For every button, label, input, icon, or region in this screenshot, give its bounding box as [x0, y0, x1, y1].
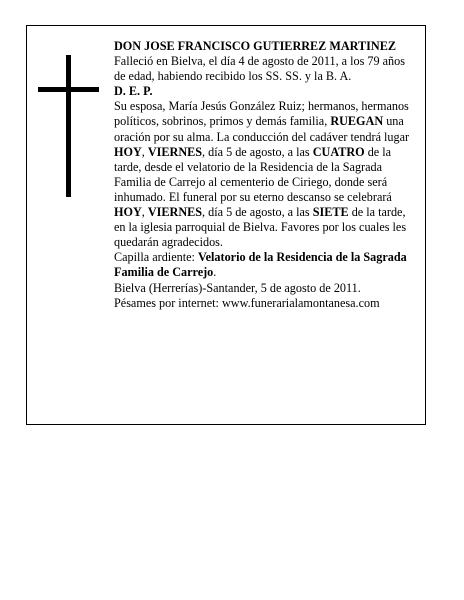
cross-icon-bar — [38, 87, 99, 92]
deceased-name: DON JOSE FRANCISCO GUTIERREZ MARTINEZ — [114, 39, 396, 53]
cross-icon — [66, 55, 71, 197]
place-date: Bielva (Herrerías)-Santander, 5 de agosto de 2011. — [114, 280, 361, 295]
family-notice: Su esposa, María Jesús González Ruiz; hermanos, hermanos políticos, sobrinos, primos y demás familia, RUEGAN una oración por su alma. La conducción del cadáver tendrá lugar HOY, VIERNES, día 5 de agosto, a las CUATRO de la tarde, desde el velatorio de la Residencia de la Sagrada Familia de Carrejo al cementerio de Ciriego, donde será inhumado. El funeral por su eterno descanso se celebrará HOY, VIERNES, día 5 de agosto, a las SIETE de la tarde, en la iglesia parroquial de Bielva. Favores por los cuales les quedarán agradecidos. — [114, 99, 410, 250]
death-notice: Falleció en Bielva, el día 4 de agosto de 2011, a los 79 años de edad, habiendo recibido los SS. SS. y la B. A. D. E. P. — [114, 54, 405, 99]
condolences-line: Pésames por internet: www.funerarialamontanesa.com — [114, 295, 380, 310]
chapel-notice: Capilla ardiente: Velatorio de la Residencia de la Sagrada Familia de Carrejo. — [114, 250, 407, 280]
rip: D. E. P. — [114, 84, 153, 99]
obituary-text — [114, 39, 418, 311]
